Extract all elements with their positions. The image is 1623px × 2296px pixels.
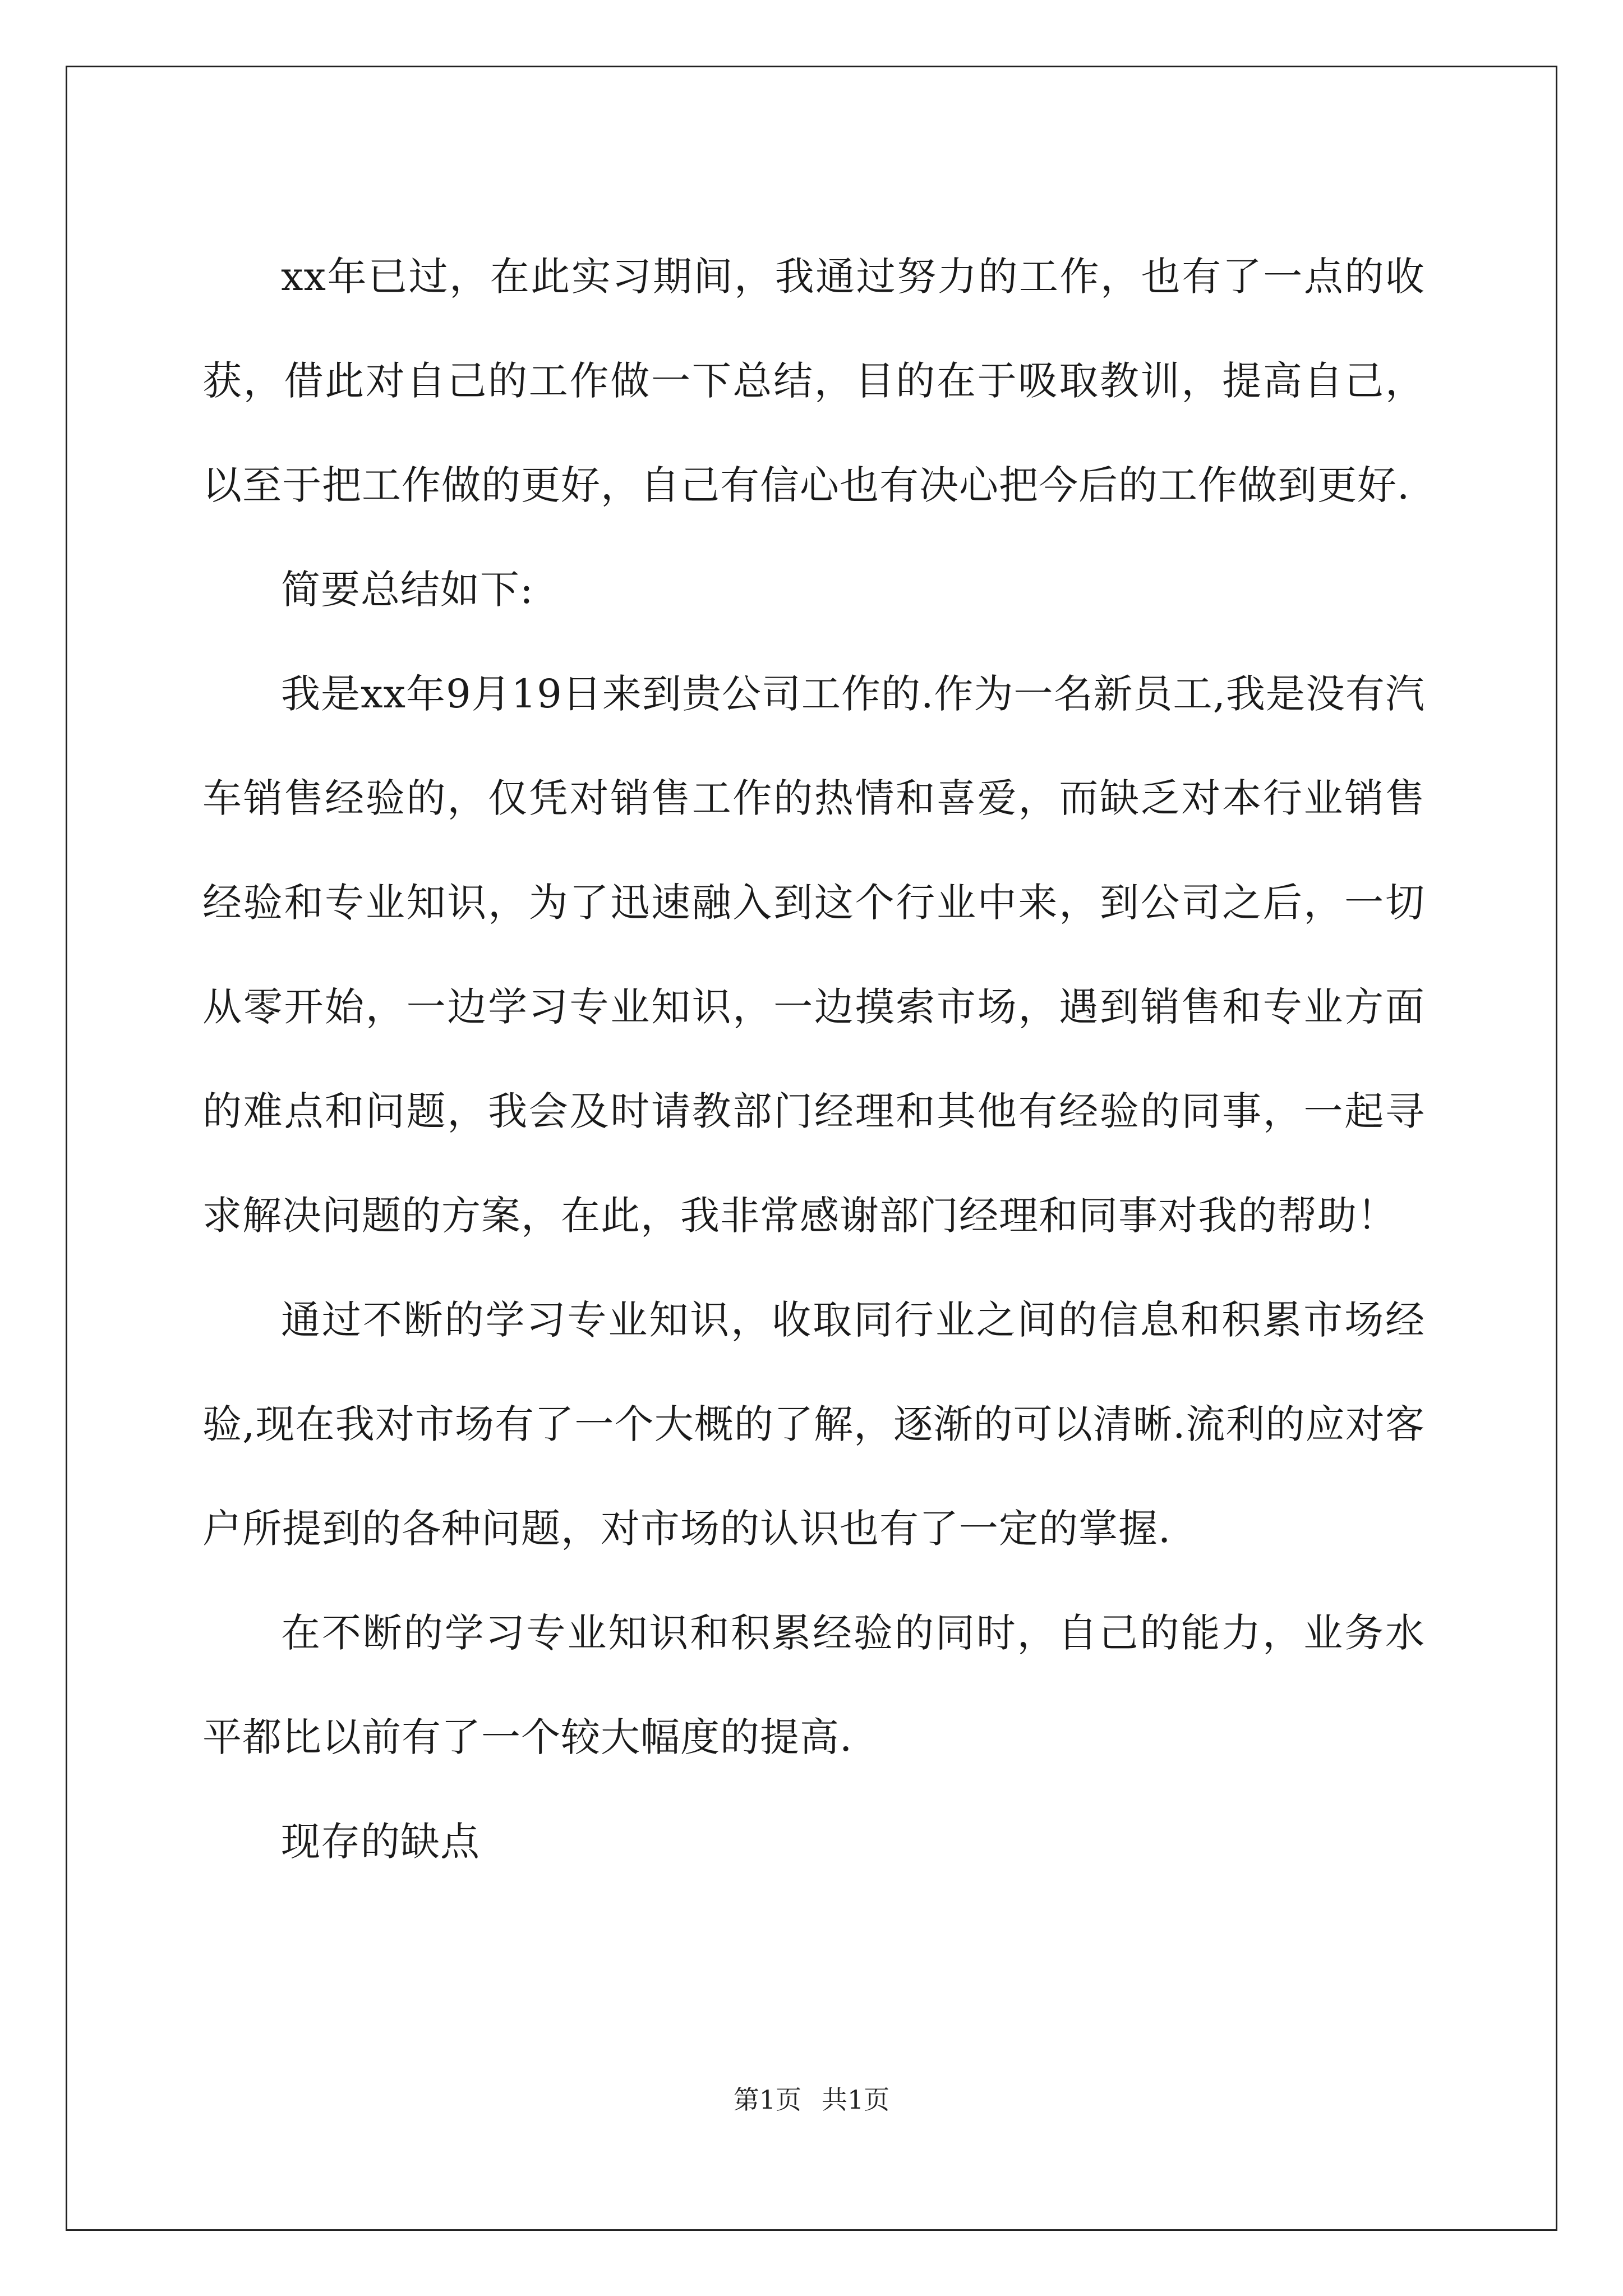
page-total: 共1页 [822,2085,890,2115]
paragraph-experience: 我是xx年9月19日来到贵公司工作的.作为一名新员工,我是没有汽车销售经验的，仅凭对销售工作的热情和喜爱，而缺乏对本行业销售经验和专业知识，为了迅速融入到这个行业中来，到公司之后，一切从零开始，一边学习专业知识，一边摸索市场，遇到销售和专业方面的难点和问题，我会及时请教部门经理和其他有经验的同事，一起寻求解决问题的方案，在此，我非常感谢部门经理和同事对我的帮助！ [202,671,1425,1239]
paragraph-shortcomings-heading: 现存的缺点 [281,1819,480,1865]
paragraph-improvement: 在不断的学习专业知识和积累经验的同时，自己的能力，业务水平都比以前有了一个较大幅度的提高. [202,1610,1425,1760]
paragraph-summary-heading: 简要总结如下: [281,567,534,613]
paragraph-learning: 通过不断的学习专业知识，收取同行业之间的信息和积累市场经验,现在我对市场有了一个大概的了解，逐渐的可以清晰.流利的应对客户所提到的各种问题，对市场的认识也有了一定的掌握. [202,1297,1425,1552]
page-footer [0,2083,1623,2116]
document-body [202,224,1425,1894]
paragraph-intro: xx年已过，在此实习期间，我通过努力的工作，也有了一点的收获，借此对自己的工作做一下总结，目的在于吸取教训，提高自己，以至于把工作做的更好，自己有信心也有决心把今后的工作做到更好. [202,254,1425,508]
page-number: 第1页 [733,2085,801,2115]
